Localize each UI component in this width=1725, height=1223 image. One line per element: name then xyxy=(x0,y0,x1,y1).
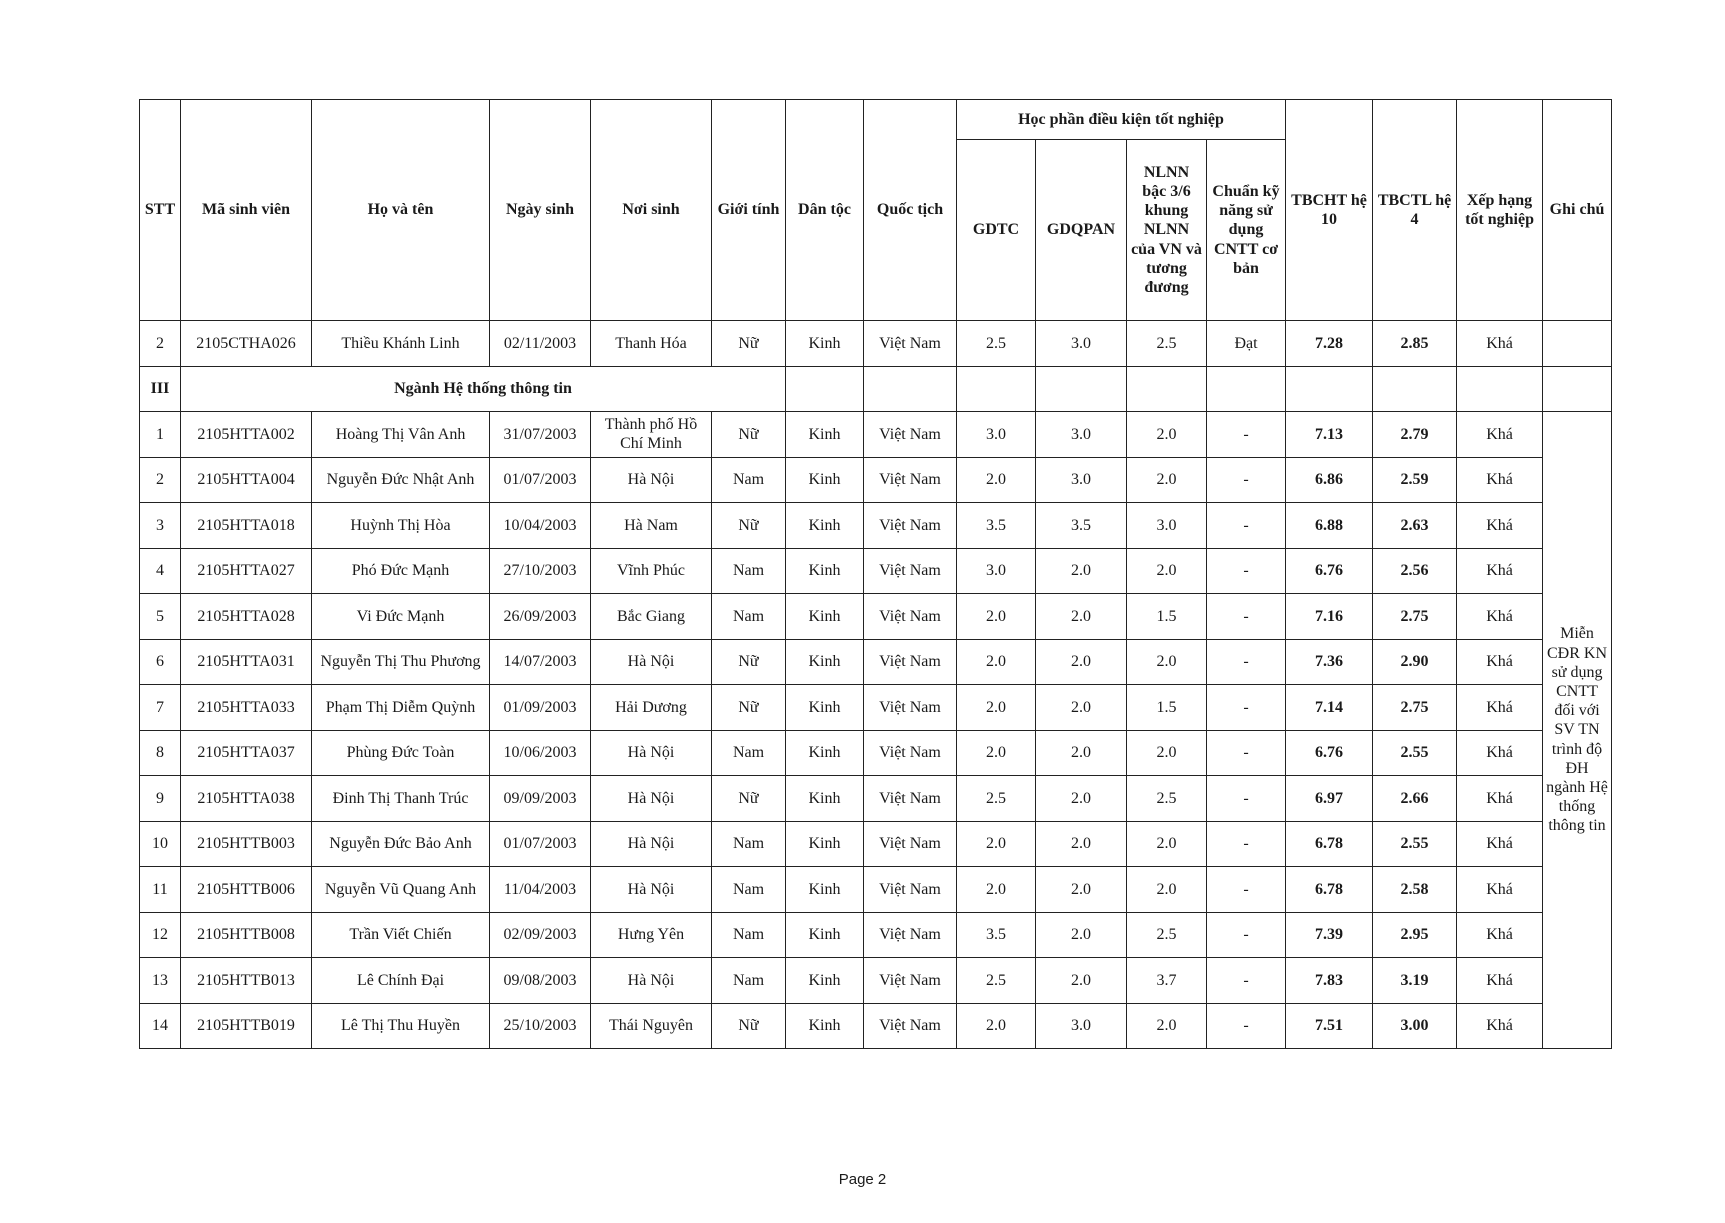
table-row xyxy=(140,503,1612,549)
header-tbctl: TBCTL hệ 4 xyxy=(1373,100,1457,321)
cell-xep-hang: Khá xyxy=(1457,776,1543,822)
cell-gdqpan: 2.0 xyxy=(1036,912,1127,958)
section-empty-cell xyxy=(1373,366,1457,412)
cell-cntt: - xyxy=(1207,457,1286,503)
cell-cntt: Đạt xyxy=(1207,321,1286,367)
header-gioi-tinh: Giới tính xyxy=(712,100,786,321)
cell-dan-toc: Kinh xyxy=(786,776,864,822)
cell-ma-sv: 2105HTTB003 xyxy=(181,821,312,867)
cell-nlnn: 2.0 xyxy=(1127,412,1207,458)
cell-gdtc: 3.0 xyxy=(957,412,1036,458)
cell-xep-hang: Khá xyxy=(1457,958,1543,1004)
cell-gioi-tinh: Nam xyxy=(712,730,786,776)
cell-quoc-tich: Việt Nam xyxy=(864,321,957,367)
cell-dan-toc: Kinh xyxy=(786,958,864,1004)
cell-noi-sinh: Hà Nam xyxy=(591,503,712,549)
table-row xyxy=(140,1003,1612,1049)
header-stt: STT xyxy=(140,100,181,321)
cell-tbctl: 2.95 xyxy=(1373,912,1457,958)
cell-stt: 12 xyxy=(140,912,181,958)
cell-cntt: - xyxy=(1207,776,1286,822)
cell-noi-sinh: Hưng Yên xyxy=(591,912,712,958)
cell-ho-ten: Nguyễn Đức Bảo Anh xyxy=(312,821,490,867)
cell-ho-ten: Nguyễn Thị Thu Phương xyxy=(312,639,490,685)
table-row xyxy=(140,412,1612,458)
cell-tbctl: 2.85 xyxy=(1373,321,1457,367)
cell-nlnn: 2.0 xyxy=(1127,1003,1207,1049)
cell-tbcht: 6.76 xyxy=(1286,730,1373,776)
cell-ngay-sinh: 10/04/2003 xyxy=(490,503,591,549)
cell-dan-toc: Kinh xyxy=(786,457,864,503)
cell-ngay-sinh: 14/07/2003 xyxy=(490,639,591,685)
cell-cntt: - xyxy=(1207,685,1286,731)
cell-cntt: - xyxy=(1207,503,1286,549)
cell-tbctl: 3.00 xyxy=(1373,1003,1457,1049)
cell-gdqpan: 2.0 xyxy=(1036,821,1127,867)
cell-ma-sv: 2105CTHA026 xyxy=(181,321,312,367)
cell-dan-toc: Kinh xyxy=(786,503,864,549)
cell-nlnn: 1.5 xyxy=(1127,685,1207,731)
cell-stt: 10 xyxy=(140,821,181,867)
cell-gdqpan: 2.0 xyxy=(1036,685,1127,731)
cell-xep-hang: Khá xyxy=(1457,321,1543,367)
cell-nlnn: 2.0 xyxy=(1127,821,1207,867)
cell-tbcht: 7.39 xyxy=(1286,912,1373,958)
cell-tbctl: 3.19 xyxy=(1373,958,1457,1004)
cell-ho-ten: Nguyễn Vũ Quang Anh xyxy=(312,867,490,913)
cell-noi-sinh: Hà Nội xyxy=(591,821,712,867)
cell-tbcht: 7.28 xyxy=(1286,321,1373,367)
cell-gdqpan: 2.0 xyxy=(1036,867,1127,913)
cell-dan-toc: Kinh xyxy=(786,821,864,867)
table-row xyxy=(140,867,1612,913)
cell-gdtc: 2.0 xyxy=(957,730,1036,776)
cell-noi-sinh: Bắc Giang xyxy=(591,594,712,640)
cell-tbctl: 2.75 xyxy=(1373,685,1457,731)
cell-quoc-tich: Việt Nam xyxy=(864,594,957,640)
cell-tbctl: 2.55 xyxy=(1373,821,1457,867)
cell-dan-toc: Kinh xyxy=(786,639,864,685)
cell-gdtc: 3.5 xyxy=(957,503,1036,549)
cell-dan-toc: Kinh xyxy=(786,730,864,776)
cell-ho-ten: Trần Viết Chiến xyxy=(312,912,490,958)
cell-cntt: - xyxy=(1207,594,1286,640)
cell-ho-ten: Lê Chính Đại xyxy=(312,958,490,1004)
cell-ngay-sinh: 10/06/2003 xyxy=(490,730,591,776)
cell-stt: 4 xyxy=(140,548,181,594)
section-empty-cell xyxy=(1207,366,1286,412)
cell-quoc-tich: Việt Nam xyxy=(864,639,957,685)
cell-tbctl: 2.63 xyxy=(1373,503,1457,549)
cell-gioi-tinh: Nam xyxy=(712,594,786,640)
cell-stt: 1 xyxy=(140,412,181,458)
cell-ngay-sinh: 25/10/2003 xyxy=(490,1003,591,1049)
cell-gioi-tinh: Nam xyxy=(712,457,786,503)
cell-tbcht: 7.14 xyxy=(1286,685,1373,731)
cell-gdqpan: 2.0 xyxy=(1036,776,1127,822)
section-empty-cell xyxy=(864,366,957,412)
cell-ngay-sinh: 09/08/2003 xyxy=(490,958,591,1004)
cell-gioi-tinh: Nữ xyxy=(712,1003,786,1049)
cell-noi-sinh: Hà Nội xyxy=(591,958,712,1004)
cell-tbctl: 2.90 xyxy=(1373,639,1457,685)
cell-ngay-sinh: 11/04/2003 xyxy=(490,867,591,913)
cell-ngay-sinh: 26/09/2003 xyxy=(490,594,591,640)
cell-dan-toc: Kinh xyxy=(786,867,864,913)
cell-stt: 6 xyxy=(140,639,181,685)
cell-cntt: - xyxy=(1207,821,1286,867)
cell-gdtc: 2.5 xyxy=(957,776,1036,822)
cell-ho-ten: Phùng Đức Toàn xyxy=(312,730,490,776)
cell-ngay-sinh: 01/09/2003 xyxy=(490,685,591,731)
section-empty-cell xyxy=(957,366,1036,412)
cell-gdtc: 2.0 xyxy=(957,867,1036,913)
cell-stt: 3 xyxy=(140,503,181,549)
cell-tbcht: 6.76 xyxy=(1286,548,1373,594)
cell-gdtc: 2.0 xyxy=(957,639,1036,685)
header-ho-va-ten: Họ và tên xyxy=(312,100,490,321)
cell-gdtc: 2.0 xyxy=(957,594,1036,640)
cell-stt: 13 xyxy=(140,958,181,1004)
header-dan-toc: Dân tộc xyxy=(786,100,864,321)
section-empty-cell xyxy=(1127,366,1207,412)
cell-dan-toc: Kinh xyxy=(786,1003,864,1049)
cell-ho-ten: Huỳnh Thị Hòa xyxy=(312,503,490,549)
header-nlnn: NLNN bậc 3/6 khung NLNN của VN và tương đương xyxy=(1127,140,1207,321)
cell-ma-sv: 2105HTTA037 xyxy=(181,730,312,776)
cell-ho-ten: Đinh Thị Thanh Trúc xyxy=(312,776,490,822)
cell-ma-sv: 2105HTTA018 xyxy=(181,503,312,549)
cell-nlnn: 2.5 xyxy=(1127,776,1207,822)
cell-ma-sv: 2105HTTB013 xyxy=(181,958,312,1004)
section-empty-cell xyxy=(1457,366,1543,412)
table-row xyxy=(140,548,1612,594)
cell-ho-ten: Lê Thị Thu Huyền xyxy=(312,1003,490,1049)
cell-tbcht: 6.86 xyxy=(1286,457,1373,503)
cell-ma-sv: 2105HTTB006 xyxy=(181,867,312,913)
section-title: Ngành Hệ thống thông tin xyxy=(181,366,786,412)
cell-cntt: - xyxy=(1207,548,1286,594)
cell-xep-hang: Khá xyxy=(1457,548,1543,594)
table-row xyxy=(140,730,1612,776)
cell-cntt: - xyxy=(1207,1003,1286,1049)
cell-xep-hang: Khá xyxy=(1457,730,1543,776)
cell-dan-toc: Kinh xyxy=(786,594,864,640)
cell-gioi-tinh: Nữ xyxy=(712,685,786,731)
cell-ma-sv: 2105HTTA031 xyxy=(181,639,312,685)
cell-gdtc: 2.5 xyxy=(957,321,1036,367)
table-row xyxy=(140,821,1612,867)
cell-gdqpan: 3.0 xyxy=(1036,321,1127,367)
table-row xyxy=(140,958,1612,1004)
table-row xyxy=(140,594,1612,640)
cell-nlnn: 2.5 xyxy=(1127,912,1207,958)
header-ghi-chu: Ghi chú xyxy=(1543,100,1612,321)
header-hoc-phan-group: Học phần điều kiện tốt nghiệp xyxy=(957,100,1286,140)
table-row xyxy=(140,321,1612,367)
cell-gdqpan: 3.5 xyxy=(1036,503,1127,549)
header-gdqpan: GDQPAN xyxy=(1036,140,1127,321)
section-number: III xyxy=(140,366,181,412)
cell-gdtc: 3.5 xyxy=(957,912,1036,958)
cell-gioi-tinh: Nam xyxy=(712,821,786,867)
cell-stt: 7 xyxy=(140,685,181,731)
cell-tbcht: 6.78 xyxy=(1286,821,1373,867)
cell-quoc-tich: Việt Nam xyxy=(864,776,957,822)
cell-ngay-sinh: 01/07/2003 xyxy=(490,457,591,503)
cell-nlnn: 2.0 xyxy=(1127,548,1207,594)
cell-xep-hang: Khá xyxy=(1457,821,1543,867)
cell-tbcht: 6.78 xyxy=(1286,867,1373,913)
cell-gdqpan: 2.0 xyxy=(1036,958,1127,1004)
cell-nlnn: 2.5 xyxy=(1127,321,1207,367)
cell-tbctl: 2.55 xyxy=(1373,730,1457,776)
cell-tbcht: 7.83 xyxy=(1286,958,1373,1004)
cell-noi-sinh: Hải Dương xyxy=(591,685,712,731)
cell-noi-sinh: Vĩnh Phúc xyxy=(591,548,712,594)
cell-nlnn: 2.0 xyxy=(1127,639,1207,685)
cell-ghi-chu-note: Miễn CĐR KN sử dụng CNTT đối với SV TN trình độ ĐH ngành Hệ thống thông tin xyxy=(1543,412,1612,1049)
cell-noi-sinh: Hà Nội xyxy=(591,639,712,685)
cell-gdqpan: 2.0 xyxy=(1036,730,1127,776)
cell-ma-sv: 2105HTTA038 xyxy=(181,776,312,822)
table-row xyxy=(140,685,1612,731)
cell-tbctl: 2.79 xyxy=(1373,412,1457,458)
cell-ho-ten: Nguyễn Đức Nhật Anh xyxy=(312,457,490,503)
header-noi-sinh: Nơi sinh xyxy=(591,100,712,321)
cell-dan-toc: Kinh xyxy=(786,412,864,458)
cell-quoc-tich: Việt Nam xyxy=(864,412,957,458)
cell-tbctl: 2.56 xyxy=(1373,548,1457,594)
cell-noi-sinh: Hà Nội xyxy=(591,867,712,913)
cell-gioi-tinh: Nữ xyxy=(712,776,786,822)
cell-gdtc: 2.0 xyxy=(957,685,1036,731)
cell-stt: 8 xyxy=(140,730,181,776)
cell-quoc-tich: Việt Nam xyxy=(864,503,957,549)
graduation-table xyxy=(139,99,1612,1049)
cell-cntt: - xyxy=(1207,730,1286,776)
cell-cntt: - xyxy=(1207,912,1286,958)
cell-noi-sinh: Thái Nguyên xyxy=(591,1003,712,1049)
cell-gdqpan: 3.0 xyxy=(1036,412,1127,458)
cell-dan-toc: Kinh xyxy=(786,548,864,594)
table-row xyxy=(140,776,1612,822)
table-row xyxy=(140,457,1612,503)
cell-tbctl: 2.75 xyxy=(1373,594,1457,640)
cell-stt: 2 xyxy=(140,321,181,367)
cell-ghi-chu xyxy=(1543,321,1612,367)
cell-ma-sv: 2105HTTA028 xyxy=(181,594,312,640)
cell-cntt: - xyxy=(1207,958,1286,1004)
header-chuan-cntt: Chuẩn kỹ năng sử dụng CNTT cơ bản xyxy=(1207,140,1286,321)
cell-nlnn: 3.7 xyxy=(1127,958,1207,1004)
cell-noi-sinh: Thanh Hóa xyxy=(591,321,712,367)
cell-ma-sv: 2105HTTA033 xyxy=(181,685,312,731)
cell-noi-sinh: Hà Nội xyxy=(591,457,712,503)
cell-gdqpan: 2.0 xyxy=(1036,639,1127,685)
header-ngay-sinh: Ngày sinh xyxy=(490,100,591,321)
cell-noi-sinh: Thành phố Hồ Chí Minh xyxy=(591,412,712,458)
cell-quoc-tich: Việt Nam xyxy=(864,685,957,731)
cell-gdtc: 2.0 xyxy=(957,1003,1036,1049)
cell-ma-sv: 2105HTTA004 xyxy=(181,457,312,503)
cell-quoc-tich: Việt Nam xyxy=(864,821,957,867)
cell-gdqpan: 2.0 xyxy=(1036,594,1127,640)
cell-nlnn: 2.0 xyxy=(1127,730,1207,776)
cell-quoc-tich: Việt Nam xyxy=(864,867,957,913)
cell-nlnn: 1.5 xyxy=(1127,594,1207,640)
cell-quoc-tich: Việt Nam xyxy=(864,912,957,958)
cell-nlnn: 2.0 xyxy=(1127,867,1207,913)
cell-ho-ten: Phạm Thị Diễm Quỳnh xyxy=(312,685,490,731)
cell-stt: 5 xyxy=(140,594,181,640)
cell-ma-sv: 2105HTTA002 xyxy=(181,412,312,458)
cell-ngay-sinh: 02/09/2003 xyxy=(490,912,591,958)
cell-xep-hang: Khá xyxy=(1457,685,1543,731)
cell-ho-ten: Thiều Khánh Linh xyxy=(312,321,490,367)
cell-xep-hang: Khá xyxy=(1457,412,1543,458)
cell-tbcht: 7.36 xyxy=(1286,639,1373,685)
cell-gioi-tinh: Nữ xyxy=(712,321,786,367)
cell-ngay-sinh: 01/07/2003 xyxy=(490,821,591,867)
table-row xyxy=(140,912,1612,958)
cell-tbcht: 6.88 xyxy=(1286,503,1373,549)
cell-gdtc: 2.5 xyxy=(957,958,1036,1004)
cell-dan-toc: Kinh xyxy=(786,321,864,367)
header-quoc-tich: Quốc tịch xyxy=(864,100,957,321)
cell-tbctl: 2.59 xyxy=(1373,457,1457,503)
cell-noi-sinh: Hà Nội xyxy=(591,776,712,822)
cell-gdqpan: 3.0 xyxy=(1036,1003,1127,1049)
cell-gdtc: 3.0 xyxy=(957,548,1036,594)
cell-noi-sinh: Hà Nội xyxy=(591,730,712,776)
header-row-1 xyxy=(140,100,1612,140)
cell-xep-hang: Khá xyxy=(1457,503,1543,549)
cell-ma-sv: 2105HTTB019 xyxy=(181,1003,312,1049)
cell-stt: 2 xyxy=(140,457,181,503)
cell-xep-hang: Khá xyxy=(1457,594,1543,640)
section-row xyxy=(140,366,1612,412)
cell-gioi-tinh: Nam xyxy=(712,958,786,1004)
table-row xyxy=(140,639,1612,685)
cell-ngay-sinh: 02/11/2003 xyxy=(490,321,591,367)
cell-tbctl: 2.66 xyxy=(1373,776,1457,822)
cell-xep-hang: Khá xyxy=(1457,912,1543,958)
cell-xep-hang: Khá xyxy=(1457,1003,1543,1049)
cell-ngay-sinh: 27/10/2003 xyxy=(490,548,591,594)
cell-gioi-tinh: Nữ xyxy=(712,639,786,685)
cell-ma-sv: 2105HTTA027 xyxy=(181,548,312,594)
section-empty-cell xyxy=(1543,366,1612,412)
cell-gdqpan: 3.0 xyxy=(1036,457,1127,503)
cell-quoc-tich: Việt Nam xyxy=(864,1003,957,1049)
cell-cntt: - xyxy=(1207,867,1286,913)
cell-ngay-sinh: 09/09/2003 xyxy=(490,776,591,822)
cell-quoc-tich: Việt Nam xyxy=(864,548,957,594)
cell-quoc-tich: Việt Nam xyxy=(864,730,957,776)
cell-tbcht: 7.13 xyxy=(1286,412,1373,458)
cell-ho-ten: Vi Đức Mạnh xyxy=(312,594,490,640)
cell-ho-ten: Phó Đức Mạnh xyxy=(312,548,490,594)
cell-dan-toc: Kinh xyxy=(786,912,864,958)
section-empty-cell xyxy=(1036,366,1127,412)
cell-tbcht: 7.51 xyxy=(1286,1003,1373,1049)
cell-tbcht: 6.97 xyxy=(1286,776,1373,822)
section-empty-cell xyxy=(1286,366,1373,412)
header-xep-hang: Xếp hạng tốt nghiệp xyxy=(1457,100,1543,321)
cell-quoc-tich: Việt Nam xyxy=(864,958,957,1004)
section-empty-cell xyxy=(786,366,864,412)
cell-xep-hang: Khá xyxy=(1457,457,1543,503)
cell-nlnn: 2.0 xyxy=(1127,457,1207,503)
cell-dan-toc: Kinh xyxy=(786,685,864,731)
cell-ngay-sinh: 31/07/2003 xyxy=(490,412,591,458)
cell-gdqpan: 2.0 xyxy=(1036,548,1127,594)
cell-quoc-tich: Việt Nam xyxy=(864,457,957,503)
cell-ho-ten: Hoàng Thị Vân Anh xyxy=(312,412,490,458)
cell-stt: 11 xyxy=(140,867,181,913)
cell-tbcht: 7.16 xyxy=(1286,594,1373,640)
header-gdtc: GDTC xyxy=(957,140,1036,321)
cell-stt: 9 xyxy=(140,776,181,822)
cell-stt: 14 xyxy=(140,1003,181,1049)
cell-gioi-tinh: Nam xyxy=(712,912,786,958)
cell-gioi-tinh: Nam xyxy=(712,867,786,913)
cell-gioi-tinh: Nữ xyxy=(712,503,786,549)
cell-gdtc: 2.0 xyxy=(957,821,1036,867)
cell-gioi-tinh: Nữ xyxy=(712,412,786,458)
cell-nlnn: 3.0 xyxy=(1127,503,1207,549)
cell-gioi-tinh: Nam xyxy=(712,548,786,594)
header-ma-sinh-vien: Mã sinh viên xyxy=(181,100,312,321)
cell-xep-hang: Khá xyxy=(1457,867,1543,913)
cell-xep-hang: Khá xyxy=(1457,639,1543,685)
cell-cntt: - xyxy=(1207,412,1286,458)
cell-gdtc: 2.0 xyxy=(957,457,1036,503)
cell-cntt: - xyxy=(1207,639,1286,685)
cell-tbctl: 2.58 xyxy=(1373,867,1457,913)
page-number: Page 2 xyxy=(838,1171,887,1188)
cell-ma-sv: 2105HTTB008 xyxy=(181,912,312,958)
header-tbcht: TBCHT hệ 10 xyxy=(1286,100,1373,321)
